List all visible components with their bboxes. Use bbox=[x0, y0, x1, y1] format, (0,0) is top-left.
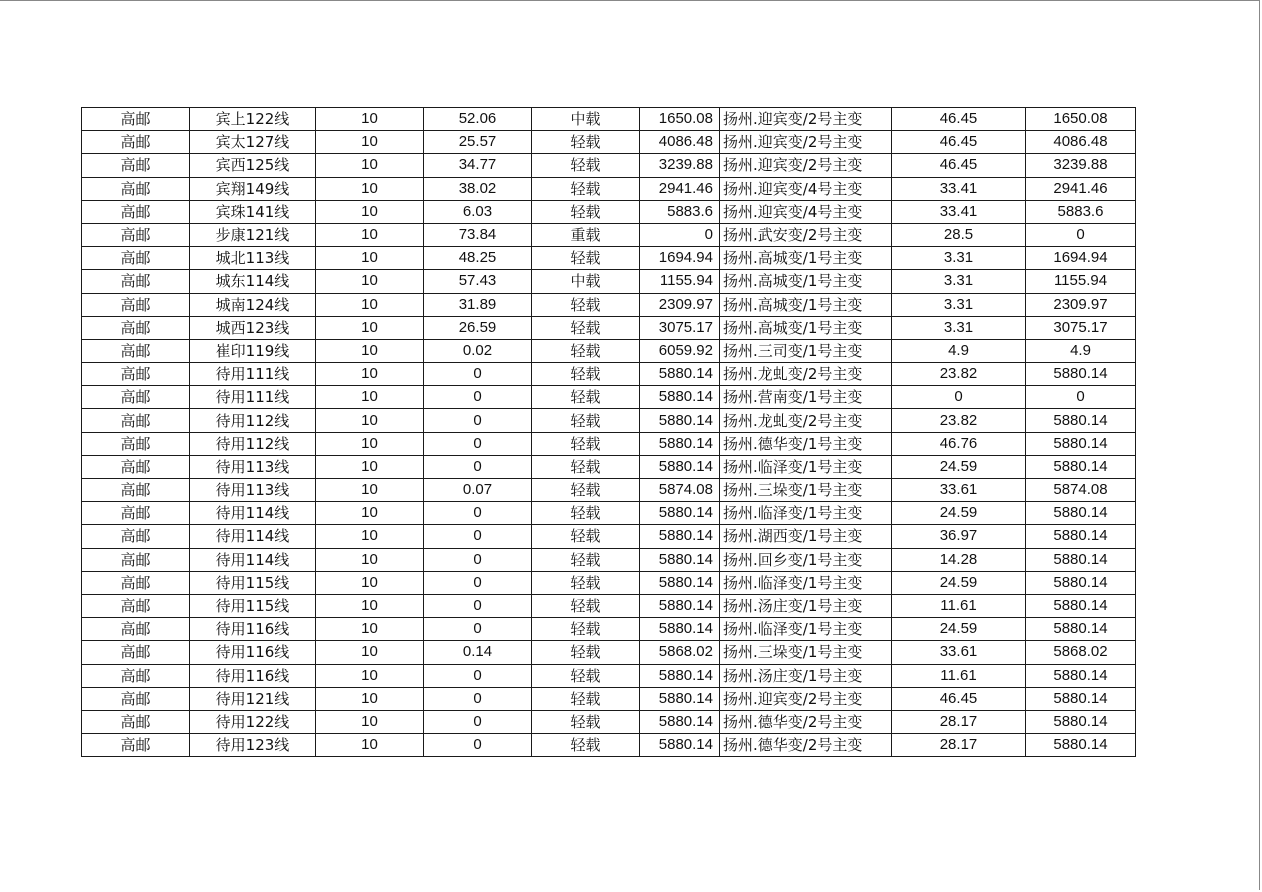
voltage-cell: 10 bbox=[316, 154, 424, 177]
load-status-cell: 轻载 bbox=[532, 200, 640, 223]
table-row bbox=[82, 223, 1136, 246]
substation-cell: 扬州.迎宾变/2号主变 bbox=[720, 108, 892, 131]
transformer-load-cell: 24.59 bbox=[892, 502, 1026, 525]
load-status-cell: 轻载 bbox=[532, 154, 640, 177]
load-status-cell: 轻载 bbox=[532, 710, 640, 733]
substation-cell: 扬州.武安变/2号主变 bbox=[720, 223, 892, 246]
county-cell: 高邮 bbox=[82, 502, 190, 525]
voltage-cell: 10 bbox=[316, 618, 424, 641]
load-value-cell: 0 bbox=[424, 734, 532, 757]
load-status-cell: 轻载 bbox=[532, 664, 640, 687]
table-row bbox=[82, 594, 1136, 617]
substation-cell: 扬州.营南变/1号主变 bbox=[720, 386, 892, 409]
line-name-cell: 待用116线 bbox=[190, 664, 316, 687]
transformer-load-cell: 28.17 bbox=[892, 710, 1026, 733]
substation-cell: 扬州.德华变/1号主变 bbox=[720, 432, 892, 455]
load-value-cell: 26.59 bbox=[424, 316, 532, 339]
available-capacity-cell: 4.9 bbox=[1026, 339, 1136, 362]
load-value-cell: 0 bbox=[424, 664, 532, 687]
county-cell: 高邮 bbox=[82, 479, 190, 502]
available-capacity-cell: 5880.14 bbox=[1026, 502, 1136, 525]
table-row bbox=[82, 734, 1136, 757]
available-capacity-cell: 5880.14 bbox=[1026, 455, 1136, 478]
available-capacity-cell: 5880.14 bbox=[1026, 710, 1136, 733]
county-cell: 高邮 bbox=[82, 687, 190, 710]
line-name-cell: 宾太127线 bbox=[190, 131, 316, 154]
transformer-load-cell: 28.17 bbox=[892, 734, 1026, 757]
transformer-load-cell: 3.31 bbox=[892, 316, 1026, 339]
spare-capacity-cell: 5880.14 bbox=[640, 548, 720, 571]
available-capacity-cell: 5880.14 bbox=[1026, 687, 1136, 710]
line-name-cell: 待用115线 bbox=[190, 571, 316, 594]
voltage-cell: 10 bbox=[316, 223, 424, 246]
voltage-cell: 10 bbox=[316, 594, 424, 617]
spare-capacity-cell: 6059.92 bbox=[640, 339, 720, 362]
spare-capacity-cell: 5880.14 bbox=[640, 594, 720, 617]
voltage-cell: 10 bbox=[316, 363, 424, 386]
transformer-load-cell: 24.59 bbox=[892, 618, 1026, 641]
transformer-load-cell: 3.31 bbox=[892, 247, 1026, 270]
voltage-cell: 10 bbox=[316, 108, 424, 131]
county-cell: 高邮 bbox=[82, 223, 190, 246]
load-status-cell: 轻载 bbox=[532, 618, 640, 641]
line-name-cell: 宾上122线 bbox=[190, 108, 316, 131]
spare-capacity-cell: 0 bbox=[640, 223, 720, 246]
line-name-cell: 城南124线 bbox=[190, 293, 316, 316]
load-status-cell: 轻载 bbox=[532, 409, 640, 432]
table-row bbox=[82, 131, 1136, 154]
load-status-cell: 轻载 bbox=[532, 177, 640, 200]
line-name-cell: 城北113线 bbox=[190, 247, 316, 270]
voltage-cell: 10 bbox=[316, 200, 424, 223]
transformer-load-cell: 46.76 bbox=[892, 432, 1026, 455]
line-name-cell: 待用111线 bbox=[190, 363, 316, 386]
transformer-load-cell: 3.31 bbox=[892, 270, 1026, 293]
line-name-cell: 待用122线 bbox=[190, 710, 316, 733]
available-capacity-cell: 5880.14 bbox=[1026, 571, 1136, 594]
spare-capacity-cell: 5874.08 bbox=[640, 479, 720, 502]
available-capacity-cell: 5880.14 bbox=[1026, 548, 1136, 571]
county-cell: 高邮 bbox=[82, 316, 190, 339]
available-capacity-cell: 5880.14 bbox=[1026, 618, 1136, 641]
available-capacity-cell: 5880.14 bbox=[1026, 432, 1136, 455]
load-status-cell: 轻载 bbox=[532, 571, 640, 594]
spare-capacity-cell: 5880.14 bbox=[640, 455, 720, 478]
line-name-cell: 待用116线 bbox=[190, 641, 316, 664]
line-name-cell: 待用113线 bbox=[190, 479, 316, 502]
available-capacity-cell: 1155.94 bbox=[1026, 270, 1136, 293]
voltage-cell: 10 bbox=[316, 548, 424, 571]
substation-cell: 扬州.汤庄变/1号主变 bbox=[720, 594, 892, 617]
line-name-cell: 待用123线 bbox=[190, 734, 316, 757]
spare-capacity-cell: 3075.17 bbox=[640, 316, 720, 339]
substation-cell: 扬州.湖西变/1号主变 bbox=[720, 525, 892, 548]
table-row bbox=[82, 293, 1136, 316]
table-row bbox=[82, 479, 1136, 502]
load-status-cell: 轻载 bbox=[532, 293, 640, 316]
county-cell: 高邮 bbox=[82, 247, 190, 270]
substation-cell: 扬州.三垛变/1号主变 bbox=[720, 479, 892, 502]
line-name-cell: 待用114线 bbox=[190, 548, 316, 571]
substation-cell: 扬州.迎宾变/2号主变 bbox=[720, 687, 892, 710]
voltage-cell: 10 bbox=[316, 270, 424, 293]
available-capacity-cell: 5880.14 bbox=[1026, 594, 1136, 617]
substation-cell: 扬州.三垛变/1号主变 bbox=[720, 641, 892, 664]
load-status-cell: 轻载 bbox=[532, 479, 640, 502]
voltage-cell: 10 bbox=[316, 177, 424, 200]
transformer-load-cell: 24.59 bbox=[892, 455, 1026, 478]
load-status-cell: 轻载 bbox=[532, 641, 640, 664]
load-value-cell: 0 bbox=[424, 594, 532, 617]
line-name-cell: 宾珠141线 bbox=[190, 200, 316, 223]
transformer-load-cell: 0 bbox=[892, 386, 1026, 409]
transformer-load-cell: 33.61 bbox=[892, 641, 1026, 664]
line-name-cell: 宾翔149线 bbox=[190, 177, 316, 200]
transformer-load-cell: 33.41 bbox=[892, 177, 1026, 200]
load-value-cell: 52.06 bbox=[424, 108, 532, 131]
transformer-load-cell: 14.28 bbox=[892, 548, 1026, 571]
voltage-cell: 10 bbox=[316, 479, 424, 502]
transformer-load-cell: 23.82 bbox=[892, 363, 1026, 386]
county-cell: 高邮 bbox=[82, 525, 190, 548]
transformer-load-cell: 33.61 bbox=[892, 479, 1026, 502]
available-capacity-cell: 5868.02 bbox=[1026, 641, 1136, 664]
table-row bbox=[82, 409, 1136, 432]
load-status-cell: 轻载 bbox=[532, 131, 640, 154]
voltage-cell: 10 bbox=[316, 293, 424, 316]
load-value-cell: 0 bbox=[424, 502, 532, 525]
available-capacity-cell: 5880.14 bbox=[1026, 409, 1136, 432]
load-status-cell: 轻载 bbox=[532, 502, 640, 525]
substation-cell: 扬州.德华变/2号主变 bbox=[720, 734, 892, 757]
voltage-cell: 10 bbox=[316, 571, 424, 594]
load-status-cell: 重载 bbox=[532, 223, 640, 246]
table-row bbox=[82, 710, 1136, 733]
available-capacity-cell: 5880.14 bbox=[1026, 734, 1136, 757]
line-name-cell: 步康121线 bbox=[190, 223, 316, 246]
county-cell: 高邮 bbox=[82, 154, 190, 177]
transformer-load-cell: 33.41 bbox=[892, 200, 1026, 223]
load-status-cell: 轻载 bbox=[532, 386, 640, 409]
spare-capacity-cell: 1155.94 bbox=[640, 270, 720, 293]
line-name-cell: 待用111线 bbox=[190, 386, 316, 409]
load-value-cell: 0.14 bbox=[424, 641, 532, 664]
table-row bbox=[82, 664, 1136, 687]
voltage-cell: 10 bbox=[316, 432, 424, 455]
county-cell: 高邮 bbox=[82, 571, 190, 594]
county-cell: 高邮 bbox=[82, 131, 190, 154]
transformer-load-cell: 23.82 bbox=[892, 409, 1026, 432]
line-name-cell: 待用114线 bbox=[190, 525, 316, 548]
spare-capacity-cell: 1650.08 bbox=[640, 108, 720, 131]
transformer-load-cell: 11.61 bbox=[892, 594, 1026, 617]
substation-cell: 扬州.临泽变/1号主变 bbox=[720, 571, 892, 594]
substation-cell: 扬州.临泽变/1号主变 bbox=[720, 618, 892, 641]
available-capacity-cell: 3239.88 bbox=[1026, 154, 1136, 177]
table-row bbox=[82, 363, 1136, 386]
load-value-cell: 48.25 bbox=[424, 247, 532, 270]
spare-capacity-cell: 2941.46 bbox=[640, 177, 720, 200]
spare-capacity-cell: 2309.97 bbox=[640, 293, 720, 316]
spare-capacity-cell: 5880.14 bbox=[640, 525, 720, 548]
spare-capacity-cell: 5880.14 bbox=[640, 664, 720, 687]
substation-cell: 扬州.回乡变/1号主变 bbox=[720, 548, 892, 571]
spare-capacity-cell: 4086.48 bbox=[640, 131, 720, 154]
substation-cell: 扬州.迎宾变/4号主变 bbox=[720, 200, 892, 223]
spare-capacity-cell: 1694.94 bbox=[640, 247, 720, 270]
spare-capacity-cell: 5880.14 bbox=[640, 687, 720, 710]
load-status-cell: 轻载 bbox=[532, 525, 640, 548]
line-name-cell: 待用121线 bbox=[190, 687, 316, 710]
available-capacity-cell: 3075.17 bbox=[1026, 316, 1136, 339]
table-row bbox=[82, 108, 1136, 131]
voltage-cell: 10 bbox=[316, 664, 424, 687]
line-name-cell: 城西123线 bbox=[190, 316, 316, 339]
spare-capacity-cell: 5868.02 bbox=[640, 641, 720, 664]
transformer-load-cell: 36.97 bbox=[892, 525, 1026, 548]
spare-capacity-cell: 5880.14 bbox=[640, 432, 720, 455]
available-capacity-cell: 5880.14 bbox=[1026, 525, 1136, 548]
substation-cell: 扬州.迎宾变/2号主变 bbox=[720, 131, 892, 154]
load-value-cell: 0 bbox=[424, 386, 532, 409]
table-row bbox=[82, 618, 1136, 641]
load-value-cell: 0 bbox=[424, 571, 532, 594]
spare-capacity-cell: 3239.88 bbox=[640, 154, 720, 177]
substation-cell: 扬州.龙虬变/2号主变 bbox=[720, 409, 892, 432]
substation-cell: 扬州.高城变/1号主变 bbox=[720, 316, 892, 339]
transformer-load-cell: 4.9 bbox=[892, 339, 1026, 362]
table-row bbox=[82, 316, 1136, 339]
substation-cell: 扬州.临泽变/1号主变 bbox=[720, 455, 892, 478]
spare-capacity-cell: 5880.14 bbox=[640, 571, 720, 594]
substation-cell: 扬州.三司变/1号主变 bbox=[720, 339, 892, 362]
table-row bbox=[82, 154, 1136, 177]
transformer-load-cell: 46.45 bbox=[892, 131, 1026, 154]
spare-capacity-cell: 5880.14 bbox=[640, 734, 720, 757]
line-name-cell: 待用113线 bbox=[190, 455, 316, 478]
line-name-cell: 崔印119线 bbox=[190, 339, 316, 362]
transformer-load-cell: 46.45 bbox=[892, 154, 1026, 177]
available-capacity-cell: 0 bbox=[1026, 223, 1136, 246]
voltage-cell: 10 bbox=[316, 409, 424, 432]
county-cell: 高邮 bbox=[82, 409, 190, 432]
load-value-cell: 0.02 bbox=[424, 339, 532, 362]
county-cell: 高邮 bbox=[82, 363, 190, 386]
voltage-cell: 10 bbox=[316, 247, 424, 270]
available-capacity-cell: 5874.08 bbox=[1026, 479, 1136, 502]
table-row bbox=[82, 177, 1136, 200]
available-capacity-cell: 5880.14 bbox=[1026, 664, 1136, 687]
table-row bbox=[82, 200, 1136, 223]
load-value-cell: 31.89 bbox=[424, 293, 532, 316]
spare-capacity-cell: 5880.14 bbox=[640, 409, 720, 432]
substation-cell: 扬州.临泽变/1号主变 bbox=[720, 502, 892, 525]
county-cell: 高邮 bbox=[82, 432, 190, 455]
substation-cell: 扬州.高城变/1号主变 bbox=[720, 293, 892, 316]
voltage-cell: 10 bbox=[316, 525, 424, 548]
available-capacity-cell: 1650.08 bbox=[1026, 108, 1136, 131]
feeder-load-table bbox=[81, 107, 1136, 757]
table-row bbox=[82, 502, 1136, 525]
spare-capacity-cell: 5883.6 bbox=[640, 200, 720, 223]
voltage-cell: 10 bbox=[316, 316, 424, 339]
table-row bbox=[82, 432, 1136, 455]
available-capacity-cell: 2941.46 bbox=[1026, 177, 1136, 200]
load-value-cell: 0 bbox=[424, 618, 532, 641]
county-cell: 高邮 bbox=[82, 710, 190, 733]
table-row bbox=[82, 339, 1136, 362]
substation-cell: 扬州.德华变/2号主变 bbox=[720, 710, 892, 733]
county-cell: 高邮 bbox=[82, 200, 190, 223]
county-cell: 高邮 bbox=[82, 618, 190, 641]
load-value-cell: 0 bbox=[424, 548, 532, 571]
load-value-cell: 0 bbox=[424, 363, 532, 386]
county-cell: 高邮 bbox=[82, 270, 190, 293]
transformer-load-cell: 46.45 bbox=[892, 108, 1026, 131]
voltage-cell: 10 bbox=[316, 131, 424, 154]
available-capacity-cell: 5880.14 bbox=[1026, 363, 1136, 386]
table-row bbox=[82, 386, 1136, 409]
load-value-cell: 0 bbox=[424, 432, 532, 455]
table-row bbox=[82, 247, 1136, 270]
load-value-cell: 73.84 bbox=[424, 223, 532, 246]
table-row bbox=[82, 455, 1136, 478]
voltage-cell: 10 bbox=[316, 710, 424, 733]
voltage-cell: 10 bbox=[316, 502, 424, 525]
county-cell: 高邮 bbox=[82, 339, 190, 362]
voltage-cell: 10 bbox=[316, 339, 424, 362]
substation-cell: 扬州.高城变/1号主变 bbox=[720, 247, 892, 270]
load-status-cell: 中载 bbox=[532, 270, 640, 293]
load-status-cell: 轻载 bbox=[532, 455, 640, 478]
load-value-cell: 38.02 bbox=[424, 177, 532, 200]
load-status-cell: 中载 bbox=[532, 108, 640, 131]
load-status-cell: 轻载 bbox=[532, 339, 640, 362]
available-capacity-cell: 5883.6 bbox=[1026, 200, 1136, 223]
line-name-cell: 待用112线 bbox=[190, 409, 316, 432]
load-status-cell: 轻载 bbox=[532, 734, 640, 757]
available-capacity-cell: 0 bbox=[1026, 386, 1136, 409]
table-row bbox=[82, 270, 1136, 293]
table-row bbox=[82, 571, 1136, 594]
load-value-cell: 0 bbox=[424, 455, 532, 478]
load-value-cell: 0 bbox=[424, 687, 532, 710]
load-status-cell: 轻载 bbox=[532, 247, 640, 270]
table-row bbox=[82, 641, 1136, 664]
transformer-load-cell: 11.61 bbox=[892, 664, 1026, 687]
substation-cell: 扬州.高城变/1号主变 bbox=[720, 270, 892, 293]
load-status-cell: 轻载 bbox=[532, 594, 640, 617]
substation-cell: 扬州.迎宾变/4号主变 bbox=[720, 177, 892, 200]
available-capacity-cell: 2309.97 bbox=[1026, 293, 1136, 316]
substation-cell: 扬州.迎宾变/2号主变 bbox=[720, 154, 892, 177]
county-cell: 高邮 bbox=[82, 293, 190, 316]
load-status-cell: 轻载 bbox=[532, 316, 640, 339]
available-capacity-cell: 4086.48 bbox=[1026, 131, 1136, 154]
load-value-cell: 0.07 bbox=[424, 479, 532, 502]
voltage-cell: 10 bbox=[316, 687, 424, 710]
load-status-cell: 轻载 bbox=[532, 432, 640, 455]
voltage-cell: 10 bbox=[316, 641, 424, 664]
spare-capacity-cell: 5880.14 bbox=[640, 710, 720, 733]
substation-cell: 扬州.汤庄变/1号主变 bbox=[720, 664, 892, 687]
line-name-cell: 待用112线 bbox=[190, 432, 316, 455]
transformer-load-cell: 24.59 bbox=[892, 571, 1026, 594]
line-name-cell: 待用114线 bbox=[190, 502, 316, 525]
county-cell: 高邮 bbox=[82, 548, 190, 571]
spare-capacity-cell: 5880.14 bbox=[640, 386, 720, 409]
load-value-cell: 0 bbox=[424, 710, 532, 733]
table-row bbox=[82, 687, 1136, 710]
voltage-cell: 10 bbox=[316, 455, 424, 478]
load-status-cell: 轻载 bbox=[532, 687, 640, 710]
county-cell: 高邮 bbox=[82, 455, 190, 478]
table-body bbox=[82, 108, 1136, 757]
voltage-cell: 10 bbox=[316, 386, 424, 409]
county-cell: 高邮 bbox=[82, 177, 190, 200]
load-value-cell: 34.77 bbox=[424, 154, 532, 177]
table-row bbox=[82, 548, 1136, 571]
spare-capacity-cell: 5880.14 bbox=[640, 363, 720, 386]
transformer-load-cell: 46.45 bbox=[892, 687, 1026, 710]
transformer-load-cell: 3.31 bbox=[892, 293, 1026, 316]
line-name-cell: 待用115线 bbox=[190, 594, 316, 617]
load-value-cell: 0 bbox=[424, 525, 532, 548]
load-status-cell: 轻载 bbox=[532, 548, 640, 571]
available-capacity-cell: 1694.94 bbox=[1026, 247, 1136, 270]
line-name-cell: 宾西125线 bbox=[190, 154, 316, 177]
line-name-cell: 待用116线 bbox=[190, 618, 316, 641]
county-cell: 高邮 bbox=[82, 734, 190, 757]
load-status-cell: 轻载 bbox=[532, 363, 640, 386]
substation-cell: 扬州.龙虬变/2号主变 bbox=[720, 363, 892, 386]
load-value-cell: 57.43 bbox=[424, 270, 532, 293]
county-cell: 高邮 bbox=[82, 594, 190, 617]
county-cell: 高邮 bbox=[82, 386, 190, 409]
spare-capacity-cell: 5880.14 bbox=[640, 618, 720, 641]
load-value-cell: 0 bbox=[424, 409, 532, 432]
spare-capacity-cell: 5880.14 bbox=[640, 502, 720, 525]
voltage-cell: 10 bbox=[316, 734, 424, 757]
load-value-cell: 6.03 bbox=[424, 200, 532, 223]
load-value-cell: 25.57 bbox=[424, 131, 532, 154]
transformer-load-cell: 28.5 bbox=[892, 223, 1026, 246]
county-cell: 高邮 bbox=[82, 108, 190, 131]
county-cell: 高邮 bbox=[82, 664, 190, 687]
line-name-cell: 城东114线 bbox=[190, 270, 316, 293]
county-cell: 高邮 bbox=[82, 641, 190, 664]
table-row bbox=[82, 525, 1136, 548]
